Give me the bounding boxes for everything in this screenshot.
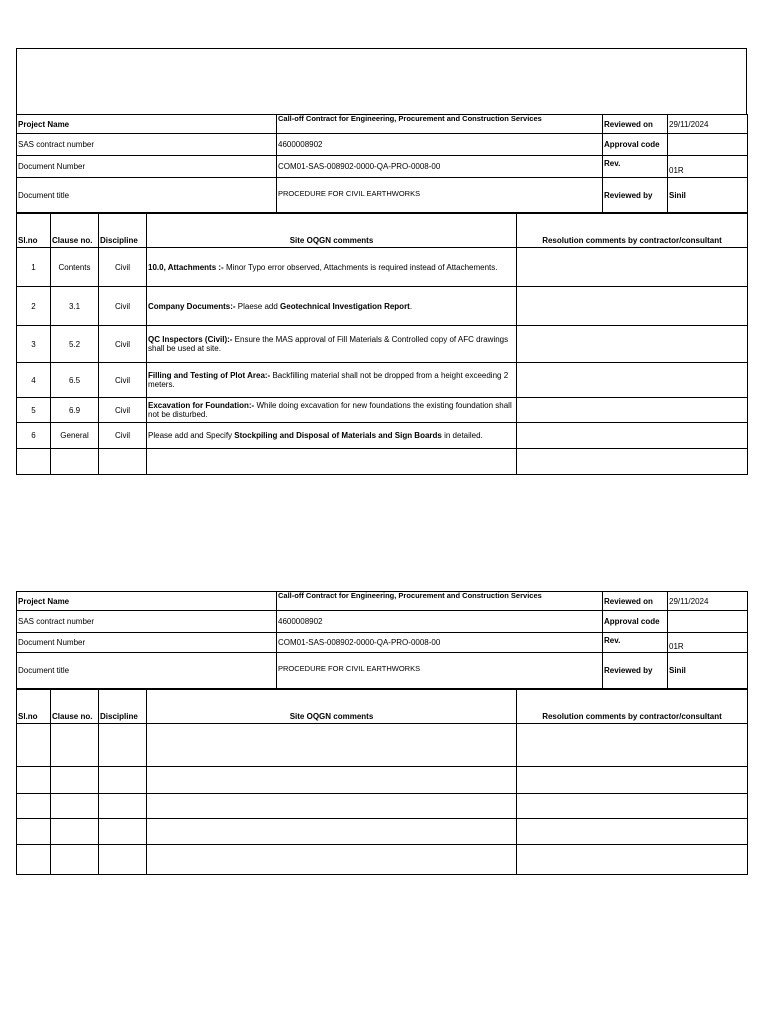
approval-code-label: Approval code <box>603 134 668 156</box>
comments-table <box>16 213 748 475</box>
col-resolution: Resolution comments by contractor/consultant <box>517 214 748 248</box>
cell-discipline: Civil <box>99 363 147 398</box>
approval-code-label: Approval code <box>603 611 668 633</box>
comment-text: Plaese add <box>235 301 281 311</box>
empty-cell <box>51 449 99 475</box>
col-discipline: Discipline <box>99 690 147 724</box>
sas-contract-value: 4600008902 <box>277 611 603 633</box>
empty-cell <box>17 794 51 819</box>
logo-area <box>16 48 747 115</box>
empty-cell <box>99 449 147 475</box>
document-title-label: Document title <box>17 653 277 689</box>
table-row-empty <box>17 449 748 475</box>
comments-table <box>16 689 748 875</box>
comment-bold2: Stockpiling and Disposal of Materials and Sign Boards <box>234 431 442 440</box>
col-comments: Site OQGN comments <box>147 214 517 248</box>
table-row <box>17 423 748 449</box>
cell-comment <box>147 398 517 423</box>
table-row <box>17 363 748 398</box>
cell-comment <box>147 423 517 449</box>
header-row-title <box>17 178 748 213</box>
header-row-sas <box>17 611 748 633</box>
empty-cell <box>51 724 99 767</box>
cell-clause: 3.1 <box>51 287 99 326</box>
reviewed-on-label: Reviewed on <box>603 115 668 134</box>
cell-discipline: Civil <box>99 326 147 363</box>
document-number-label: Document Number <box>17 633 277 653</box>
empty-cell <box>517 819 748 845</box>
approval-code-value <box>668 134 748 156</box>
empty-cell <box>99 724 147 767</box>
reviewed-by-label: Reviewed by <box>603 653 668 689</box>
empty-cell <box>517 794 748 819</box>
document-number-value: COM01-SAS-008902-0000-QA-PRO-0008-00 <box>277 156 603 178</box>
header-table <box>16 591 748 689</box>
cell-comment <box>147 248 517 287</box>
col-clause: Clause no. <box>51 690 99 724</box>
empty-cell <box>51 767 99 794</box>
empty-cell <box>51 845 99 875</box>
sas-contract-label: SAS contract number <box>17 134 277 156</box>
cell-resolution <box>517 287 748 326</box>
rev-label: Rev. <box>603 156 668 178</box>
empty-cell <box>99 819 147 845</box>
col-slno: Sl.no <box>17 690 51 724</box>
table-row-empty <box>17 819 748 845</box>
column-header-row <box>17 214 748 248</box>
review-sheet-2 <box>16 591 747 875</box>
cell-slno: 6 <box>17 423 51 449</box>
comment-text: Ensure the MAS approval of Fill Materials & Controlled copy of AFC drawings shall be used at site. <box>148 335 509 353</box>
cell-comment <box>147 326 517 363</box>
comment-text2: in detailed. <box>441 431 483 440</box>
empty-cell <box>17 767 51 794</box>
col-clause: Clause no. <box>51 214 99 248</box>
cell-slno: 5 <box>17 398 51 423</box>
review-sheet-1 <box>16 114 747 475</box>
comment-text: Minor Typo error observed, Attachments is required instead of Attachements. <box>223 262 498 272</box>
table-row <box>17 287 748 326</box>
col-discipline: Discipline <box>99 214 147 248</box>
empty-cell <box>147 767 517 794</box>
table-row-empty <box>17 767 748 794</box>
reviewed-on-value: 29/11/2024 <box>668 592 748 611</box>
comment-text: While doing excavation for new foundations the existing foundation shall not be disturbed. <box>148 401 512 419</box>
comment-bold: Filling and Testing of Plot Area:- <box>148 371 271 380</box>
table-row <box>17 248 748 287</box>
table-row <box>17 398 748 423</box>
rev-value: 01R <box>668 156 748 178</box>
empty-cell <box>17 449 51 475</box>
document-title-label: Document title <box>17 178 277 213</box>
reviewed-by-value: Sinil <box>668 653 748 689</box>
header-row-project <box>17 115 748 134</box>
project-name-label: Project Name <box>17 592 277 611</box>
empty-cell <box>99 767 147 794</box>
cell-clause: 6.9 <box>51 398 99 423</box>
cell-discipline: Civil <box>99 398 147 423</box>
approval-code-value <box>668 611 748 633</box>
comment-bold: QC Inspectors (Civil):- <box>148 335 233 344</box>
empty-cell <box>99 845 147 875</box>
empty-cell <box>147 724 517 767</box>
document-title-value: PROCEDURE FOR CIVIL EARTHWORKS <box>277 178 603 213</box>
empty-cell <box>517 845 748 875</box>
cell-clause: Contents <box>51 248 99 287</box>
cell-slno: 4 <box>17 363 51 398</box>
reviewed-by-value: Sinil <box>668 178 748 213</box>
table-row-empty <box>17 794 748 819</box>
project-name-value: Call-off Contract for Engineering, Procurement and Construction Services <box>277 115 603 134</box>
cell-discipline: Civil <box>99 248 147 287</box>
reviewed-on-label: Reviewed on <box>603 592 668 611</box>
cell-resolution <box>517 363 748 398</box>
empty-cell <box>147 845 517 875</box>
document-title-value: PROCEDURE FOR CIVIL EARTHWORKS <box>277 653 603 689</box>
empty-cell <box>517 449 748 475</box>
empty-cell <box>517 767 748 794</box>
table-row <box>17 326 748 363</box>
cell-slno: 3 <box>17 326 51 363</box>
empty-cell <box>99 794 147 819</box>
empty-cell <box>147 449 517 475</box>
project-name-label: Project Name <box>17 115 277 134</box>
cell-comment <box>147 363 517 398</box>
comment-text: Backfilling material shall not be dropped from a height exceeding 2 meters. <box>148 371 509 389</box>
column-header-row <box>17 690 748 724</box>
header-row-docnum <box>17 156 748 178</box>
table-row-empty <box>17 724 748 767</box>
comment-text: Please add and Specify <box>148 431 235 440</box>
comment-bold: Company Documents:- <box>148 301 236 311</box>
comment-bold: 10.0, Attachments :- <box>148 262 224 272</box>
cell-resolution <box>517 398 748 423</box>
empty-cell <box>17 845 51 875</box>
header-row-sas <box>17 134 748 156</box>
cell-resolution <box>517 326 748 363</box>
header-row-title <box>17 653 748 689</box>
cell-clause: 5.2 <box>51 326 99 363</box>
empty-cell <box>17 819 51 845</box>
col-comments: Site OQGN comments <box>147 690 517 724</box>
cell-slno: 2 <box>17 287 51 326</box>
header-row-docnum <box>17 633 748 653</box>
header-row-project <box>17 592 748 611</box>
reviewed-by-label: Reviewed by <box>603 178 668 213</box>
rev-value: 01R <box>668 633 748 653</box>
cell-discipline: Civil <box>99 287 147 326</box>
cell-clause: 6.5 <box>51 363 99 398</box>
col-resolution: Resolution comments by contractor/consultant <box>517 690 748 724</box>
comment-bold2: Geotechnical Investigation Report <box>280 301 410 311</box>
cell-resolution <box>517 423 748 449</box>
header-table <box>16 114 748 213</box>
document-number-label: Document Number <box>17 156 277 178</box>
reviewed-on-value: 29/11/2024 <box>668 115 748 134</box>
comment-bold: Excavation for Foundation:- <box>148 401 255 410</box>
cell-resolution <box>517 248 748 287</box>
empty-cell <box>51 819 99 845</box>
cell-discipline: Civil <box>99 423 147 449</box>
cell-comment <box>147 287 517 326</box>
empty-cell <box>517 724 748 767</box>
col-slno: Sl.no <box>17 214 51 248</box>
table-row-empty <box>17 845 748 875</box>
empty-cell <box>51 794 99 819</box>
document-number-value: COM01-SAS-008902-0000-QA-PRO-0008-00 <box>277 633 603 653</box>
sas-contract-value: 4600008902 <box>277 134 603 156</box>
cell-clause: General <box>51 423 99 449</box>
empty-cell <box>147 794 517 819</box>
rev-label: Rev. <box>603 633 668 653</box>
sas-contract-label: SAS contract number <box>17 611 277 633</box>
cell-slno: 1 <box>17 248 51 287</box>
project-name-value: Call-off Contract for Engineering, Procurement and Construction Services <box>277 592 603 611</box>
empty-cell <box>147 819 517 845</box>
empty-cell <box>17 724 51 767</box>
comment-text2: . <box>409 301 413 311</box>
